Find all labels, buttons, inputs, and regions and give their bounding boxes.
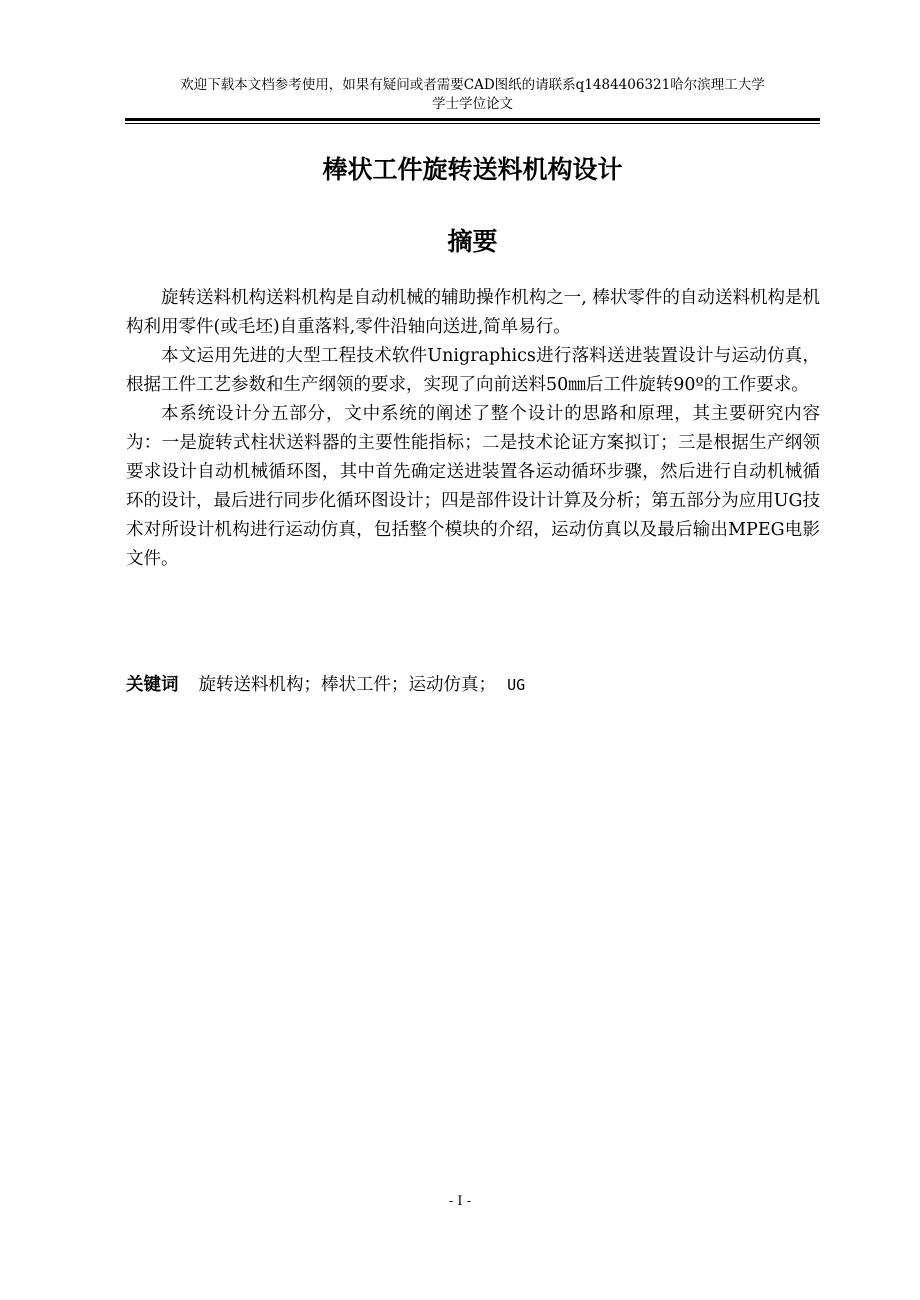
keywords-terms: 旋转送料机构；棒状工件；运动仿真； xyxy=(198,675,496,695)
document-title: 棒状工件旋转送料机构设计 xyxy=(322,155,623,184)
header-line-2: 学士学位论文 xyxy=(432,96,513,112)
abstract-paragraph-2: 本文运用先进的大型工程技术软件Unigraphics进行落料送进装置设计与运动仿真，根据工件工艺参数和生产纲领的要求，实现了向前送料50㎜后工件旋转90º的工作要求。 xyxy=(126,346,820,395)
page-header xyxy=(125,76,820,114)
keyword-ug: UG xyxy=(507,676,526,694)
abstract-body xyxy=(126,284,820,574)
keywords-label: 关键词 xyxy=(126,675,179,695)
header-rule-thick xyxy=(125,118,820,121)
abstract-paragraph-3: 本系统设计分五部分，文中系统的阐述了整个设计的思路和原理，其主要研究内容为：一是旋转式柱状送料器的主要性能指标；二是技术论证方案拟订；三是根据生产纲领要求设计自动机械循环图，其中首先确定送进装置各运动循环步骤，然后进行自动机械循环的设计，最后进行同步化循环图设计；四是部件设计计算及分析；第五部分为应用UG技术对所设计机构进行运动仿真，包括整个模块的介绍，运动仿真以及最后输出MPEG电影文件。 xyxy=(126,404,820,569)
header-rule-thin xyxy=(125,123,820,124)
keywords-line xyxy=(126,671,820,699)
abstract-heading: 摘要 xyxy=(447,227,498,256)
page-number: - I - xyxy=(448,1194,472,1209)
abstract-paragraph-1: 旋转送料机构送料机构是自动机械的辅助操作机构之一, 棒状零件的自动送料机构是机构利用零件(或毛坯)自重落料,零件沿轴向送进,简单易行。 xyxy=(126,288,820,337)
header-line-1: 欢迎下载本文档参考使用，如果有疑问或者需要CAD图纸的请联系q1484406321哈尔滨理工大学 xyxy=(180,77,765,93)
